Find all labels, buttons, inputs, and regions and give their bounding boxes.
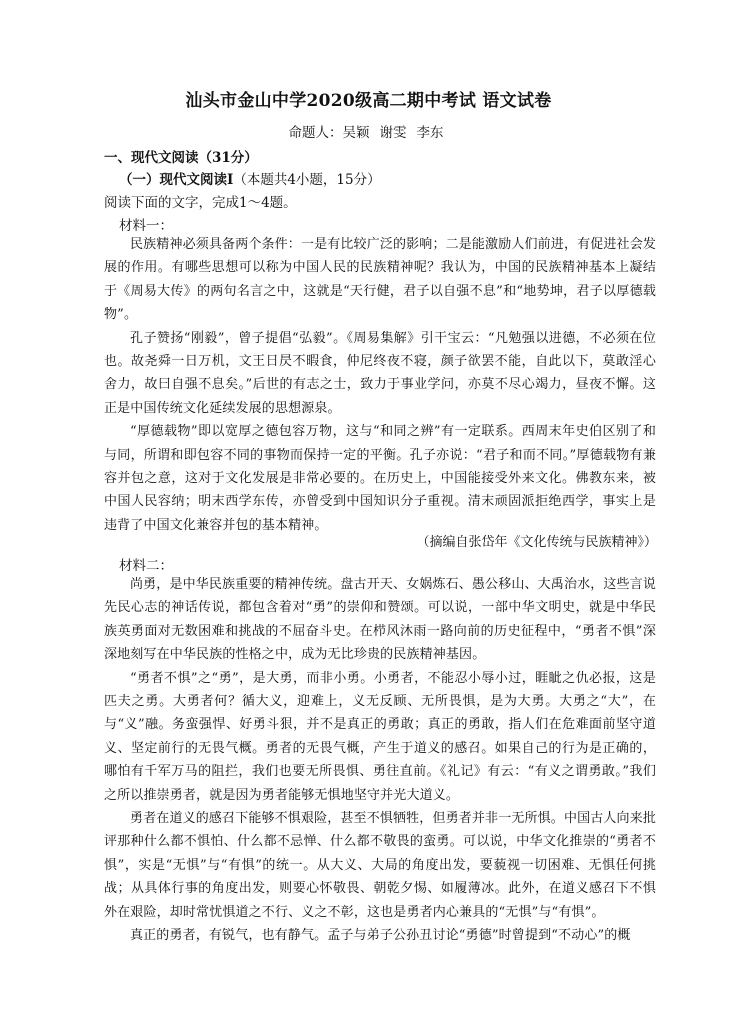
author-name: 李东 bbox=[416, 125, 444, 141]
material2-text bbox=[104, 573, 656, 948]
material-label: 材料二： bbox=[119, 558, 173, 574]
paragraph: 真正的勇者，有锐气，也有静气。孟子与弟子公孙丑讨论“勇德”时曾提到“不动心”的概 bbox=[130, 928, 631, 944]
paragraph: “勇者不惧”之“勇”，是大勇，而非小勇。小勇者，不能忍小辱小过，睚眦之仇必报，这是匹夫之勇。大勇者何？循大义，迎难上，义无反顾、无所畏惧，是为大勇。大勇之“大”，在与“义”融。务蛮强悍、好勇斗狠，并不是真正的勇敢；真正的勇敢，指人们在危难面前坚守道义、坚定前行的无畏气概。勇者的无畏气概，产生于道义的感召。如果自己的行为是正确的，哪怕有千军万马的阻拦，我们也要无所畏惧、勇往直前。《礼记》有云：“有义之谓勇敢。”我们之所以推崇勇者，就是因为勇者能够无惧地坚守并光大道义。 bbox=[104, 670, 656, 803]
subsection-note: （本题共4小题，15分） bbox=[233, 172, 381, 188]
instruction: 阅读下面的文字，完成1～4题。 bbox=[104, 195, 297, 211]
section-heading: 一、现代文阅读（31分） bbox=[104, 150, 258, 166]
source-credit: （摘编自张岱年《文化传统与民族精神》） bbox=[416, 535, 657, 550]
paragraph: 勇者在道义的感召下能够不惧艰险，甚至不惧牺牲，但勇者并非一无所惧。中国古人向来批评那种什么都不惧怕、什么都不忌惮、什么都不敬畏的蛮勇。可以说，中华文化推崇的“勇者不惧”，实是“无惧”与“有惧”的统一。从大义、大局的角度出发，要藐视一切困难、无惧任何挑战；从具体行事的角度出发，则要心怀敬畏、朝乾夕惕、如履薄冰。此外，在道义感召下不惧外在艰险，却时常忧惧道之不行、义之不彰，这也是勇者内心兼具的“无惧”与“有惧”。 bbox=[104, 811, 657, 920]
material1-text bbox=[104, 233, 656, 537]
paragraph: 孔子赞扬“刚毅”，曾子提倡“弘毅”。《周易集解》引干宝云：“凡勉强以进德，不必须在位也。故尧舜一日万机，文王日昃不暇食，仲尼终夜不寝，颜子欲罢不能，自此以下，莫敢淫心舍力，故曰自强不息矣。”后世的有志之士，致力于事业学问，亦莫不尽心竭力，昼夜不懈。这正是中国传统文化延续发展的思想源泉。 bbox=[104, 330, 656, 416]
material-label: 材料一： bbox=[119, 218, 173, 234]
paragraph: 尚勇，是中华民族重要的精神传统。盘古开天、女娲炼石、愚公移山、大禹治水，这些言说先民心志的神话传说，都包含着对“勇”的崇仰和赞颂。可以说，一部中华文明史，就是中华民族英勇面对无数困难和挑战的不屈奋斗史。在栉风沐雨一路向前的历史征程中，“勇者不惧”深深地刻写在中华民族的性格之中，成为无比珍贵的民族精神基因。 bbox=[104, 577, 657, 663]
author-name: 吴颖 bbox=[342, 125, 370, 141]
exam-title: 汕头市金山中学2020级高二期中考试 语文试卷 bbox=[185, 91, 552, 111]
subsection-heading bbox=[119, 168, 381, 188]
paragraph: “厚德载物”即以宽厚之德包容万物，这与“和同之辨”有一定联系。西周末年史伯区别了和与同，所谓和即包容不同的事物而保持一定的平衡。孔子亦说：“君子和而不同。”厚德载物有兼容并包之意，这对于文化发展是非常必要的。在历史上，中国能接受外来文化。佛教东来，被中国人民容纳；明末西学东传，亦曾受到中国知识分子重视。清末顽固派拒绝西学，事实上是违背了中国文化兼容并包的基本精神。 bbox=[104, 424, 656, 533]
authors-line bbox=[0, 121, 737, 141]
authors-label: 命题人： bbox=[288, 125, 343, 141]
author-name: 谢雯 bbox=[379, 125, 407, 141]
paragraph: 民族精神必须具备两个条件：一是有比较广泛的影响；二是能激励人们前进，有促进社会发展的作用。有哪些思想可以称为中国人民的民族精神呢？我认为，中国的民族精神基本上凝结于《周易大传》的两句名言之中，这就是“天行健，君子以自强不息”和“地势坤，君子以厚德载物”。 bbox=[104, 237, 657, 323]
subsection-title: （一）现代文阅读Ⅰ bbox=[119, 172, 234, 188]
